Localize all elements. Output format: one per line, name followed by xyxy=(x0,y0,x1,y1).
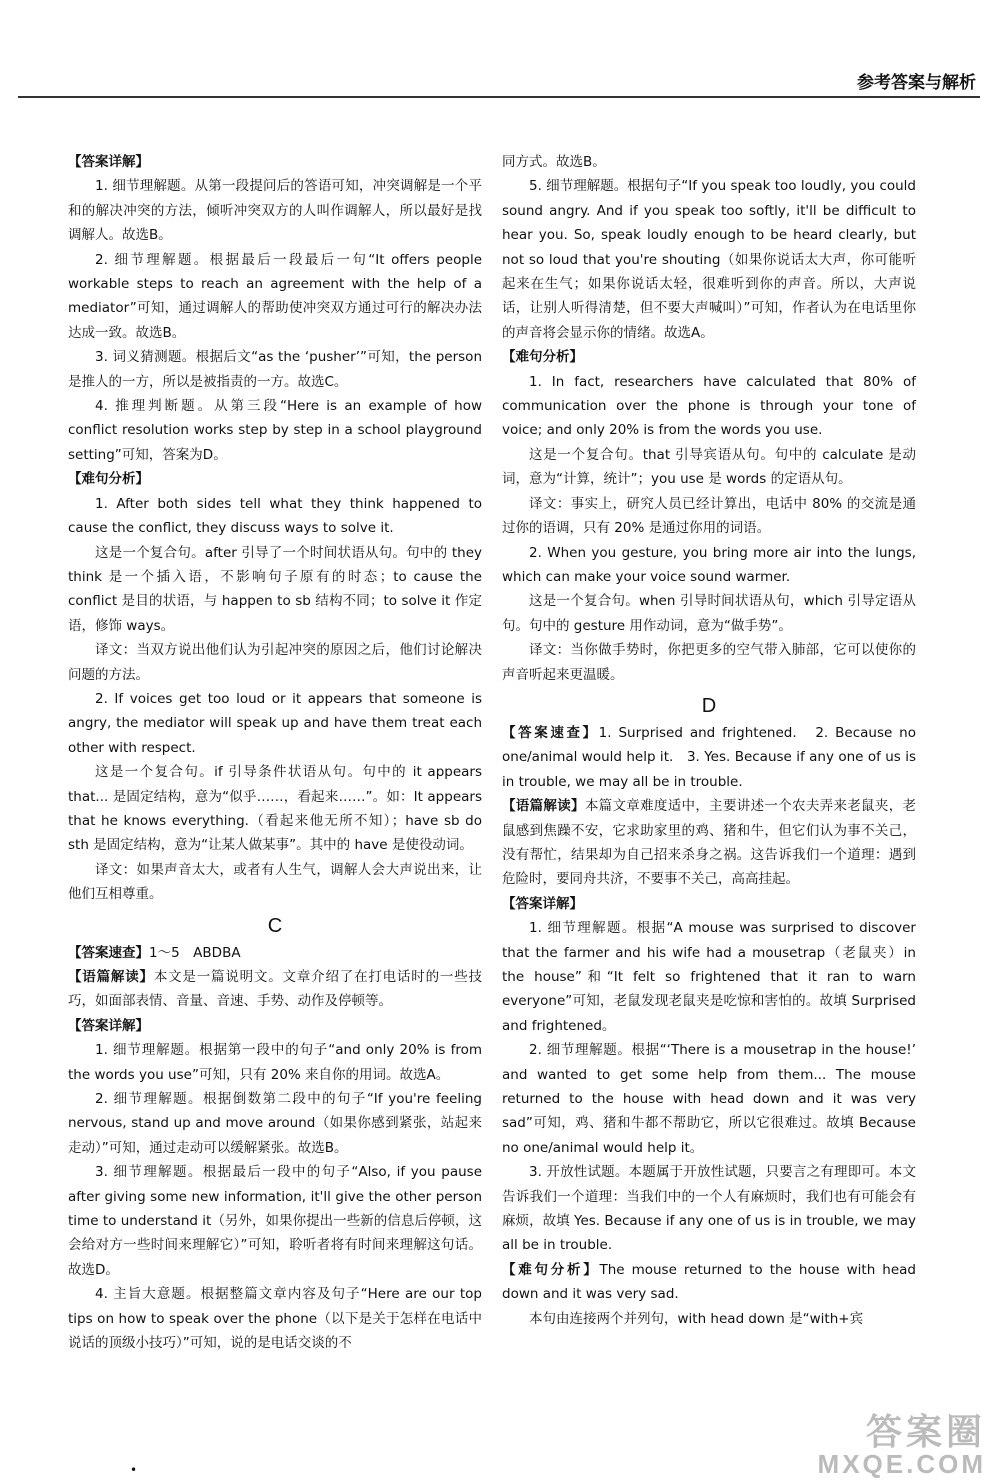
paragraph xyxy=(502,1038,916,1160)
paragraph-text: 本句由连接两个并列句，with head down 是“with+宾 xyxy=(529,1310,864,1327)
paragraph-text: 1. 细节理解题。从第一段提问后的答语可知，冲突调解是一个平和的解决冲突的方法，倾听冲突双方的人叫作调解人，所以最好是找调解人。故选B。 xyxy=(68,178,482,244)
page-header-title: 参考答案与解析 xyxy=(857,73,976,93)
paragraph xyxy=(502,443,916,492)
paragraph xyxy=(68,394,482,467)
paragraph xyxy=(68,541,482,639)
watermark-logo xyxy=(816,1411,986,1479)
paragraph xyxy=(68,1282,482,1355)
paragraph xyxy=(68,1038,482,1087)
section-heading: C xyxy=(267,914,283,937)
paragraph-text: 4. 主旨大意题。根据整篇文章内容及句子“Here are our top tips on how to speak over the phone（以下是关于怎样在电话中说话的顶级小技巧）”可知，说的是电话交谈的不 xyxy=(68,1286,482,1352)
paragraph xyxy=(68,492,482,541)
paragraph-text: 2. When you gesture, you bring more air into the lungs, which can make your voice sound warmer. xyxy=(502,544,916,585)
paragraph xyxy=(68,248,482,346)
paragraph-text: 3. 词义猜测题。根据后文“as the ‘pusher’”可知，the person 是推人的一方，所以是被指责的一方。故选C。 xyxy=(68,349,482,390)
paragraph-text: 这是一个复合句。if 引导条件状语从句。句中的 it appears that... 是固定结构，意为“似乎……，看起来……”。如：It appears that he knows everything.（看起来他无所不知）；have sb do sth 是固定结构，意为“让某人做某事”。其中的 have 是使役动词。 xyxy=(68,764,482,854)
paragraph xyxy=(68,1160,482,1282)
paragraph-text: 这是一个复合句。after 引导了一个时间状语从句。句中的 they think 是一个插入语，不影响句子原有的时态；to cause the conflict 是目的状语，与 happen to sb 结构不同；to solve it 作定语，修饰 ways。 xyxy=(68,544,482,634)
paragraph xyxy=(502,1307,916,1331)
paragraph xyxy=(68,150,482,174)
paragraph xyxy=(68,1087,482,1160)
paragraph-text: 同方式。故选B。 xyxy=(502,154,606,170)
paragraph xyxy=(68,345,482,394)
paragraph xyxy=(68,638,482,687)
section-tag: 【答案详解】 xyxy=(502,895,583,912)
right-column xyxy=(502,150,916,1331)
paragraph-text: 这是一个复合句。when 引导时间状语从句，which 引导定语从句。句中的 gesture 用作动词，意为“做手势”。 xyxy=(502,593,916,634)
paragraph xyxy=(502,638,916,687)
paragraph-text: 2. 细节理解题。根据最后一段最后一句“It offers people workable steps to reach an agreement with the help of a mediator”可知，通过调解人的帮助使冲突双方通过可行的解决办法达成一致。故选B。 xyxy=(68,251,482,341)
page-mark: • xyxy=(130,1463,138,1477)
section-tag: 【答案详解】 xyxy=(68,1017,149,1034)
paragraph-text: 1. Surprised and frightened. 2. Because no one/animal would help it. 3. Yes. Because if any one of us is in trouble, we may all be in trouble. xyxy=(502,724,916,790)
paragraph-text: 2. 细节理解题。根据“‘There is a mousetrap in the house!’ and wanted to get some help from them... The mouse returned to the house with head down and it was very sad”可知，鸡、猪和牛都不帮助它，所以它很难过。故填 Because no one/animal would help it。 xyxy=(502,1042,916,1156)
paragraph-text: 1. 细节理解题。根据第一段中的句子“and only 20% is from the words you use”可知，只有 20% 来自你的用词。故选A。 xyxy=(68,1042,482,1083)
paragraph-text: 5. 细节理解题。根据句子“If you speak too loudly, you could sound angry. And if you speak too softly, it'll be difficult to hear you. So, speak loudly enough to be heard clearly, but not so loud that you're shouting（如果你说话太大声，你可能听起来在生气；如果你说话太轻，很难听到你的声音。所以，大声说话，让别人听得清楚，但不要大声喊叫）”可知，作者认为在电话里你的声音将会显示你的情绪。故选A。 xyxy=(502,178,916,341)
paragraph-text: 1. After both sides tell what they think happened to cause the conflict, they discuss ways to solve it. xyxy=(68,495,482,537)
section-tag: 【答案速查】 xyxy=(68,944,149,961)
section-tag: 【答案详解】 xyxy=(68,154,149,170)
left-column xyxy=(68,150,482,1356)
paragraph xyxy=(502,541,916,590)
paragraph xyxy=(502,916,916,1038)
paragraph-text: 1～5 ABDBA xyxy=(149,944,241,961)
paragraph xyxy=(68,858,482,907)
paragraph xyxy=(502,492,916,541)
paragraph xyxy=(502,370,916,443)
section-tag: 【难句分析】 xyxy=(502,1261,600,1278)
paragraph-text: 本篇文章难度适中，主要讲述一个农夫弄来老鼠夹，老鼠感到焦躁不安，它求助家里的鸡、猪和牛，但它们认为事不关己，没有帮忙，结果却为自己招来杀身之祸。这告诉我们一个道理：遇到危险时，要同舟共济，不要事不关己，高高挂起。 xyxy=(502,798,917,888)
paragraph-text: 1. 细节理解题。根据“A mouse was surprised to discover that the farmer and his wife had a mousetrap（老鼠夹）in the house”和“It felt so frightened that it ran to warn everyone”可知，老鼠发现老鼠夹是吃惊和害怕的。故填 Surprised and frightened。 xyxy=(502,920,916,1034)
section-tag: 【难句分析】 xyxy=(502,349,583,366)
paragraph-text: 2. If voices get too loud or it appears that someone is angry, the mediator will speak up and have them treat each other with respect. xyxy=(68,690,482,756)
section-tag: 【答案速查】 xyxy=(502,724,599,741)
section-heading: D xyxy=(701,694,717,717)
paragraph xyxy=(502,1258,916,1307)
paragraph-text: The mouse returned to the house with head down and it was very sad. xyxy=(502,1261,917,1303)
paragraph xyxy=(502,794,916,892)
paragraph xyxy=(502,892,916,916)
paragraph xyxy=(68,941,482,965)
paragraph xyxy=(68,467,482,491)
paragraph-text: 本文是一篇说明文。文章介绍了在打电话时的一些技巧，如面部表情、音量、音速、手势、动作及停顿等。 xyxy=(68,969,483,1010)
paragraph xyxy=(502,721,916,794)
paragraph-text: 译文：如果声音太大，或者有人生气，调解人会大声说出来，让他们互相尊重。 xyxy=(68,861,482,903)
paragraph-text: 1. In fact, researchers have calculated that 80% of communication over the phone is through your tone of voice; and only 20% is from the words you use. xyxy=(502,373,916,439)
watermark-en: MXQE.COM xyxy=(817,1449,986,1479)
paragraph-text: 译文：当双方说出他们认为引起冲突的原因之后，他们讨论解决问题的方法。 xyxy=(68,642,482,683)
paragraph xyxy=(68,760,482,858)
paragraph xyxy=(68,687,482,760)
paragraph-text: 4. 推理判断题。从第三段“Here is an example of how conflict resolution works step by step in a school playground setting”可知，答案为D。 xyxy=(68,398,482,463)
paragraph-text: 3. 开放性试题。本题属于开放性试题，只要言之有理即可。本文告诉我们一个道理：当我们中的一个人有麻烦时，我们也有可能会有麻烦，故填 Yes. Because if any one of us is in trouble, we may all be in trouble. xyxy=(502,1164,916,1254)
paragraph xyxy=(502,150,916,174)
watermark-cn: 答案圈 xyxy=(865,1411,986,1452)
paragraph xyxy=(502,174,916,345)
paragraph xyxy=(502,345,916,369)
paragraph xyxy=(68,1014,482,1038)
paragraph-text: 这是一个复合句。that 引导宾语从句。句中的 calculate 是动词，意为“计算，统计”；you use 是 words 的定语从句。 xyxy=(502,446,916,488)
section-tag: 【难句分析】 xyxy=(68,471,149,488)
paragraph-text: 译文：事实上，研究人员已经计算出，电话中 80% 的交流是通过你的语调，只有 20% 是通过你用的词语。 xyxy=(502,495,916,537)
section-tag: 【语篇解读】 xyxy=(68,969,154,985)
paragraph-text: 2. 细节理解题。根据倒数第二段中的句子“If you're feeling nervous, stand up and move around（如果你感到紧张，站起来走动）”可知，通过走动可以缓解紧张。故选B。 xyxy=(68,1091,482,1156)
paragraph-text: 译文：当你做手势时，你把更多的空气带入肺部，它可以使你的声音听起来更温暖。 xyxy=(502,642,916,683)
section-tag: 【语篇解读】 xyxy=(502,798,585,815)
paragraph xyxy=(68,174,482,247)
paragraph xyxy=(502,589,916,638)
paragraph xyxy=(68,965,482,1014)
header-divider xyxy=(18,96,980,98)
paragraph-text: 3. 细节理解题。根据最后一段中的句子“Also, if you pause after giving some new information, it'll give the other person time to understand it（另外，如果你提出一些新的信息后停顿，这会给对方一些时间来理解它）”可知，聆听者将有时间来理解这句话。故选D。 xyxy=(68,1164,482,1278)
paragraph xyxy=(502,1160,916,1258)
